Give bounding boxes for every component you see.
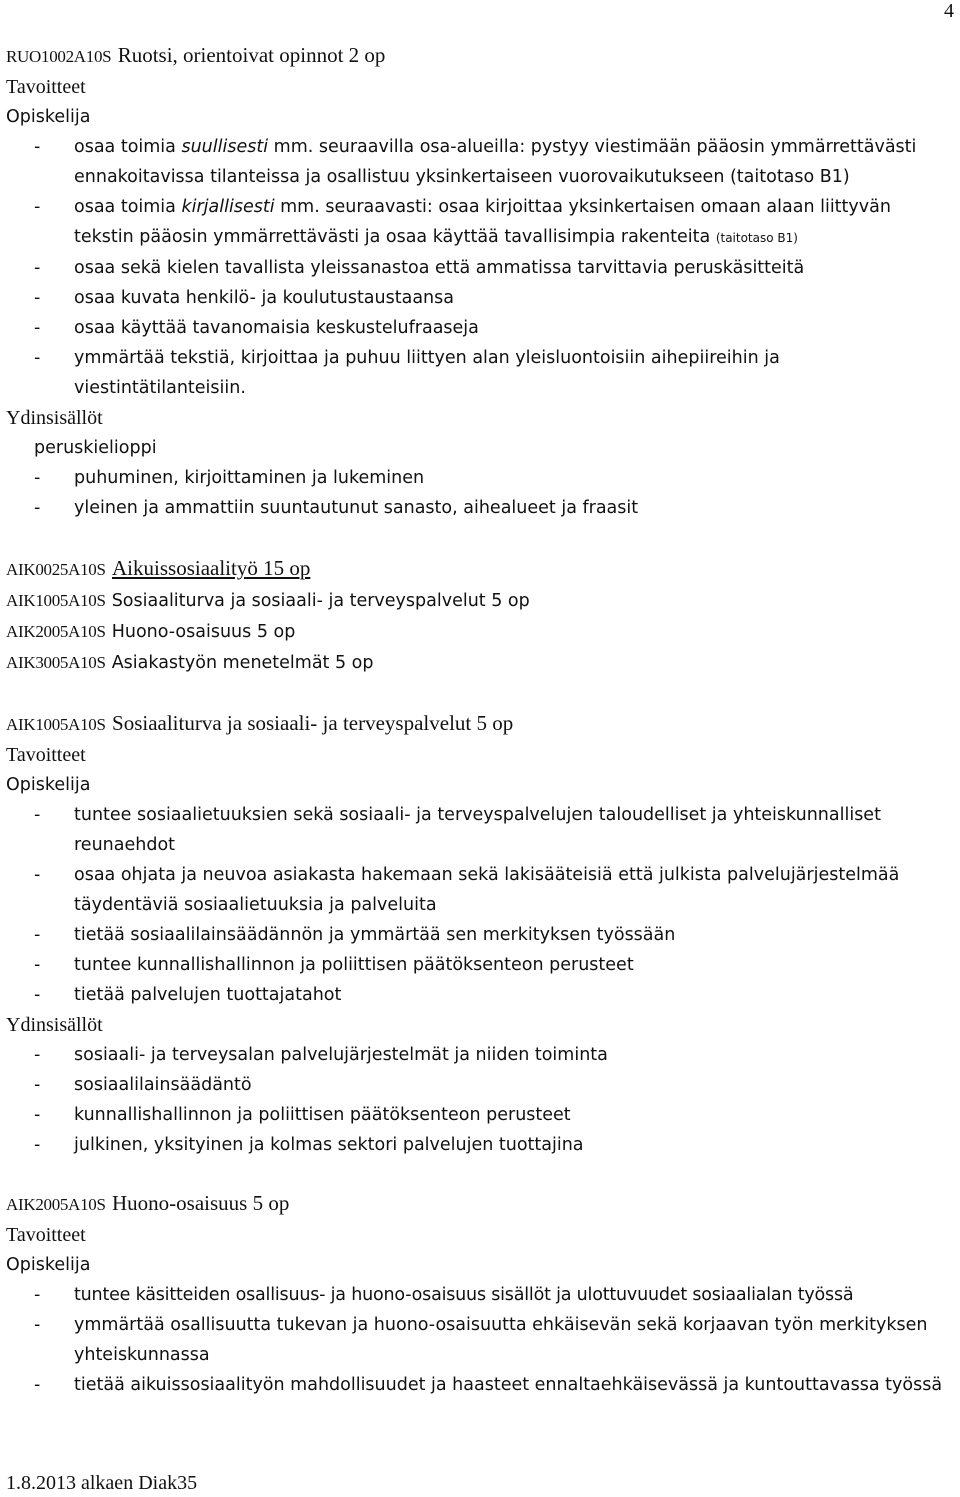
- goal-item: - osaa sekä kielen tavallista yleissanastoa että ammatissa tarvittavia peruskäsitteitä: [6, 253, 956, 283]
- goal-item: - osaa ohjata ja neuvoa asiakasta hakemaan sekä lakisääteisiä että julkista palvelujärjestelmää täydentäviä sosiaalietuuksia ja palveluita: [6, 860, 956, 920]
- goals-label: Tavoitteet: [6, 1224, 86, 1246]
- emphasis: suullisesti: [181, 137, 269, 157]
- level-note: (taitotaso B1): [715, 231, 798, 245]
- goal-item: - osaa toimia kirjallisesti mm. seuraavasti: osaa kirjoittaa yksinkertaisen omaan alaan liittyvän tekstin pääosin ymmärrettävästi ja osaa käyttää tavallisimpia rakenteita (taitotaso B1): [6, 192, 956, 253]
- goal-item: - ymmärtää tekstiä, kirjoittaa ja puhuu liittyen alan yleisluontoisiin aihepiireihin ja viestintätilanteisiin.: [6, 343, 956, 403]
- goals-list: [6, 132, 956, 403]
- sub-course-code: AIK3005A10S: [6, 653, 106, 672]
- goals-list: [6, 1280, 956, 1400]
- contents-item: - sosiaalilainsäädäntö: [6, 1070, 956, 1100]
- module-title: Aikuissosiaalityö 15 op: [112, 556, 311, 580]
- goals-list: [6, 800, 956, 1010]
- sub-course-row: [6, 585, 956, 616]
- contents-subheading: peruskielioppi: [34, 438, 157, 458]
- page-number: 4: [944, 0, 954, 22]
- sub-course-row: [6, 647, 956, 678]
- contents-item: - puhuminen, kirjoittaminen ja lukeminen: [6, 463, 956, 493]
- emphasis: kirjallisesti: [181, 197, 275, 217]
- sub-course-code: AIK2005A10S: [6, 622, 106, 641]
- contents-item: - yleinen ja ammattiin suuntautunut sanasto, aihealueet ja fraasit: [6, 493, 956, 523]
- course-code: AIK1005A10S: [6, 715, 106, 734]
- contents-list: [6, 1040, 956, 1160]
- goal-item: - osaa käyttää tavanomaisia keskustelufraaseja: [6, 313, 956, 343]
- contents-list: [6, 463, 956, 523]
- goal-item: - osaa toimia suullisesti mm. seuraavilla osa-alueilla: pystyy viestimään pääosin ymmärrettävästi ennakoitavissa tilanteissa ja osallistuu yksinkertaiseen vuorovaikutukseen (taitotaso B1): [6, 132, 956, 192]
- sub-course-code: AIK1005A10S: [6, 591, 106, 610]
- student-label: Opiskelija: [6, 107, 91, 127]
- goal-item: - ymmärtää osallisuutta tukevan ja huono-osaisuutta ehkäisevän sekä korjaavan työn merkityksen yhteiskunnassa: [6, 1310, 956, 1370]
- contents-item: - sosiaali- ja terveysalan palvelujärjestelmät ja niiden toiminta: [6, 1040, 956, 1070]
- module-code: AIK0025A10S: [6, 560, 106, 579]
- course-title: Huono-osaisuus 5 op: [112, 1191, 290, 1215]
- sub-course-title: Sosiaaliturva ja sosiaali- ja terveyspalvelut 5 op: [111, 591, 530, 611]
- student-label: Opiskelija: [6, 1255, 91, 1275]
- sub-course-title: Huono-osaisuus 5 op: [111, 622, 296, 642]
- goal-item: - tuntee käsitteiden osallisuus- ja huono-osaisuus sisällöt ja ulottuvuudet sosiaalialan työssä: [6, 1280, 956, 1310]
- sub-course-row: [6, 616, 956, 647]
- footer-date: 1.8.2013 alkaen Diak35: [6, 1472, 198, 1494]
- course-heading-aik2: [6, 1188, 956, 1220]
- goal-item: - tietää palvelujen tuottajatahot: [6, 980, 956, 1010]
- contents-item: - julkinen, yksityinen ja kolmas sektori palvelujen tuottajina: [6, 1130, 956, 1160]
- sub-course-title: Asiakastyön menetelmät 5 op: [111, 653, 374, 673]
- course-code: AIK2005A10S: [6, 1195, 106, 1214]
- contents-label: Ydinsisällöt: [6, 1014, 103, 1036]
- course-title: Ruotsi, orientoivat opinnot 2 op: [117, 43, 386, 67]
- document-body: [6, 40, 956, 1400]
- goal-item: - tuntee kunnallishallinnon ja poliittisen päätöksenteon perusteet: [6, 950, 956, 980]
- contents-label: Ydinsisällöt: [6, 407, 103, 429]
- course-heading-ruo: [6, 40, 956, 72]
- goals-label: Tavoitteet: [6, 76, 86, 98]
- course-code: RUO1002A10S: [6, 47, 112, 66]
- goal-item: - osaa kuvata henkilö- ja koulutustaustaansa: [6, 283, 956, 313]
- course-heading-aik1: [6, 708, 956, 740]
- goals-label: Tavoitteet: [6, 744, 86, 766]
- goal-item: - tietää sosiaalilainsäädännön ja ymmärtää sen merkityksen työssään: [6, 920, 956, 950]
- goal-item: - tietää aikuissosiaalityön mahdollisuudet ja haasteet ennaltaehkäisevässä ja kuntouttavassa työssä: [6, 1370, 956, 1400]
- student-label: Opiskelija: [6, 775, 91, 795]
- contents-item: - kunnallishallinnon ja poliittisen päätöksenteon perusteet: [6, 1100, 956, 1130]
- course-title: Sosiaaliturva ja sosiaali- ja terveyspalvelut 5 op: [112, 711, 514, 735]
- module-heading-aik: [6, 553, 956, 585]
- goal-item: - tuntee sosiaalietuuksien sekä sosiaali- ja terveyspalvelujen taloudelliset ja yhteiskunnalliset reunaehdot: [6, 800, 956, 860]
